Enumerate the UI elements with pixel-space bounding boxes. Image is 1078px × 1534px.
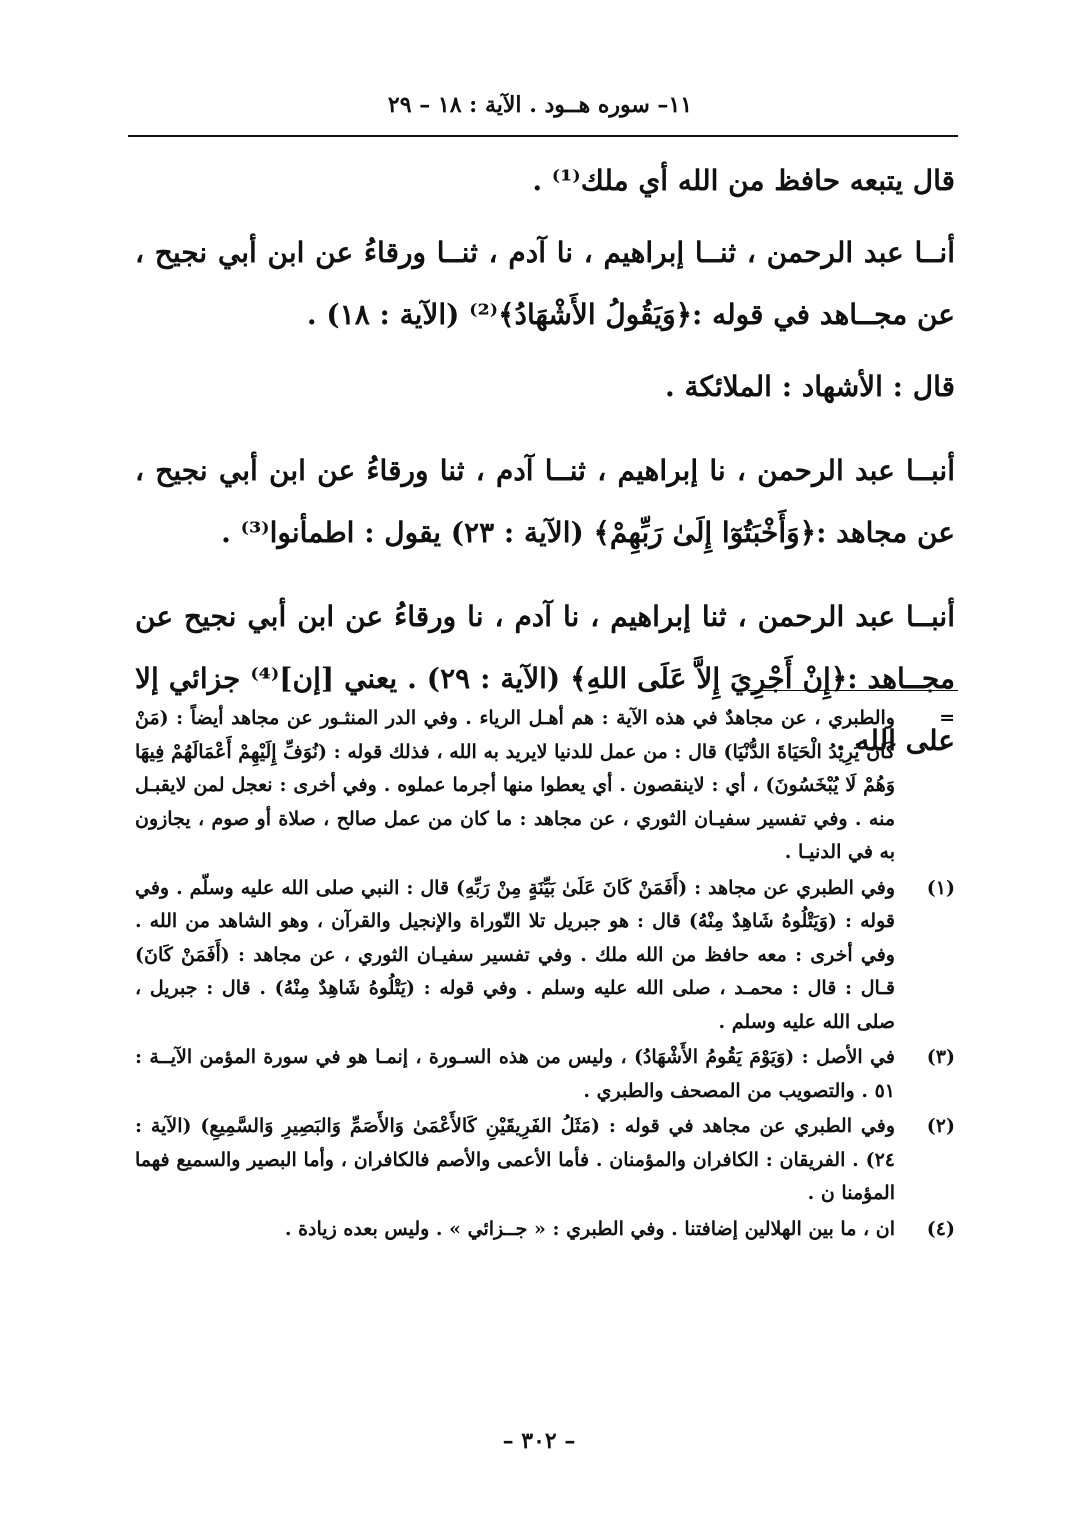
footnote-3 (135, 1041, 955, 1108)
footnote-mark: (٢) (926, 1115, 955, 1137)
footnote-divider (748, 690, 958, 691)
running-header: ١١– سوره هــود . الآية : ١٨ – ٢٩ (387, 92, 693, 118)
paragraph-4: أنبــا عبد الرحمن ، نا إبراهيم ، ثنــا آدم ، ثنا ورقاءُ عن ابن أبي نجيح ، عن مجاهد :﴿وَأَخْبَتُوٓا إِلَىٰ رَبِّهِمْ﴾ (الآية : ٢٣) يقول : اطمأنوا⁽³⁾ . (135, 454, 955, 549)
footnote-2 (135, 1110, 955, 1211)
main-text (135, 150, 955, 794)
footnote-text: والطبري ، عن مجاهدٌ في هذه الآية : هم أهـل الرياء . وفي الدر المنثـور عن مجاهد أيضاً : (مَنْ كَانَ يُرِيدُ الْحَيَاةَ الدُّنْيَا) قال : من عمل للدنيا لايريد به الله ، فذلك قوله : (نُوَفِّ إِلَيْهِمْ أَعْمَالَهُمْ فِيهَا وَهُمْ لَا يُبْخَسُونَ) ، أي : لاينقصون . أي يعطوا منها أجرما عملوه . وفي أخرى : نعجل لمن لايقبـل منه . وفي تفسير سفيـان الثوري ، عن مجاهد : ما كان من عمل صالح ، صلاة أو صوم ، يجازون به في الدنيـا . (135, 707, 895, 863)
footnote-4 (135, 1213, 955, 1247)
paragraph-5: أنبــا عبد الرحمن ، ثنا إبراهيم ، نا آدم ، نا ورقاءُ عن ابن أبي نجيح عن مجــاهد :﴿إِنْ أَجْرِيَ إِلاَّ عَلَى اللهِ﴾ (الآية : ٢٩) . يعني [إن]⁽⁴⁾ جزائي إلا على الله . (135, 600, 955, 757)
paragraph-1: قال يتبعه حافظ من الله أي ملك⁽¹⁾ . (532, 164, 955, 197)
footnotes (135, 702, 955, 1248)
footnote-text: في الأصل : (وَيَوْمَ يَقُومُ الأَشْهَادُ) ، وليس من هذه السـورة ، إنمـا هو في سورة المؤمن الآيــة : ٥١ . والتصويب من المصحف والطبري . (135, 1046, 895, 1102)
footnote-mark: (٤) (926, 1217, 955, 1240)
footnote-text: وفي الطبري عن مجاهد في قوله : (مَثَلُ الفَرِيقَيْنِ كَالأَعْمَىٰ وَالأَصَمِّ وَالبَصِيرِ وَالسَّمِيعِ) (الآية : ٢٤) . الفريقان : الكافران والمؤمنان . فأما الأعمى والأصم فالكافران ، وأما البصير والسميع فهما المؤمنا ن . (135, 1115, 895, 1204)
footnote-text: وفي الطبري عن مجاهد : (أَفَمَنْ كَانَ عَلَىٰ بَيِّنَةٍ مِنْ رَبِّهِ) قال : النبي صلى الله عليه وسلّم . وفي قوله : (وَيَتْلُوهُ شَاهِدٌ مِنْهُ) قال : هو جبريل تلا التّوراة والإنجيل والقرآن ، وهو الشاهد من الله . وفي أخرى : معه حافظ من الله ملك . وفي تفسير سفيـان الثوري ، عن مجاهد : (أَفَمَنْ كَانَ) قـال : قال : محمـد ، صلى الله عليه وسلم . وفي قوله : (يَتْلُوهُ شَاهِدٌ مِنْهُ) . قال : جبريل ، صلى الله عليه وسلم . (135, 876, 895, 1033)
paragraph-2: أنــا عبد الرحمن ، ثنــا إبراهيم ، نا آدم ، ثنــا ورقاءُ عن ابن أبي نجيح ، عن مجــاهد في قوله :﴿وَيَقُولُ الأَشْهَادُ﴾⁽²⁾ (الآية : ١٨) . (135, 236, 955, 331)
page-number: – ٣٠٢ – (502, 1428, 576, 1454)
footnote-mark: (١) (926, 876, 955, 899)
footnote-1 (135, 872, 955, 1040)
footnote-continued (135, 702, 955, 870)
footnote-mark: = (939, 707, 955, 729)
header-divider (128, 135, 958, 137)
footnote-text: ان ، ما بين الهلالين إضافتنا . وفي الطبري : « جــزائي » . وليس بعده زيادة . (284, 1217, 895, 1240)
footnote-mark: (٣) (926, 1046, 955, 1068)
paragraph-3: قال : الأشهاد : الملائكة . (664, 370, 955, 403)
